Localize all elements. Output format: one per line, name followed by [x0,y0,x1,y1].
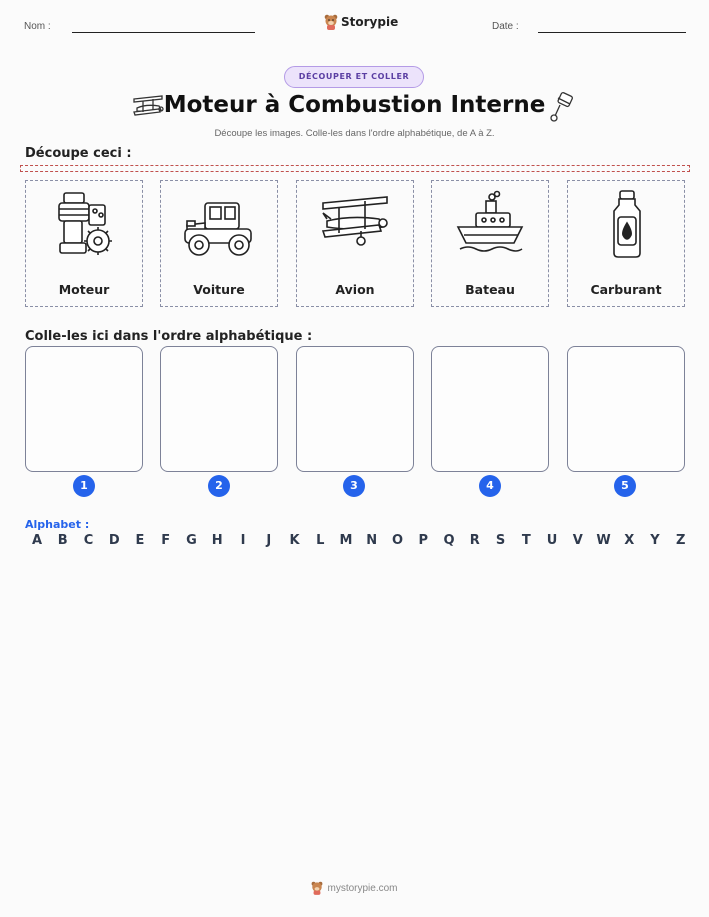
card-label-bateau: Bateau [465,282,515,297]
alphabet-label: Alphabet : [25,518,90,531]
alphabet-letter: X [624,533,635,548]
boat-icon [456,189,526,269]
number-badge-2: 2 [208,475,230,497]
alphabet-letter: G [186,533,197,548]
alphabet-letter: T [521,533,531,548]
alphabet-letter: M [339,533,353,548]
alphabet-letter: U [546,533,558,548]
brand-name: Storypie [341,15,399,29]
number-badge-3: 3 [343,475,365,497]
paste-section-label: Colle-les ici dans l'ordre alphabétique : [25,329,313,344]
fuel-bottle-icon [592,189,662,269]
name-label: Nom : [24,21,51,32]
card-label-moteur: Moteur [58,282,110,297]
cut-section-label: Découpe ceci : [25,146,132,161]
page-title: Moteur à Combustion Interne [163,92,546,118]
alphabet-letter: S [495,533,506,548]
name-line [72,32,255,33]
alphabet-letter: C [83,533,94,548]
alphabet-letter: L [316,533,325,548]
alphabet-letter: Q [443,533,455,548]
cut-card-moteur[interactable] [25,180,143,307]
alphabet-letter: B [57,533,68,548]
date-line [538,32,686,33]
alphabet-letter: I [240,533,246,548]
alphabet-letter: O [391,533,404,548]
car-icon [183,189,255,269]
bear-mascot-icon [311,881,323,895]
alphabet-letter: Y [650,533,660,548]
number-badge-5: 5 [614,475,636,497]
cut-dashed-line [20,165,690,172]
alphabet-letter: P [418,533,429,548]
paste-box-2[interactable] [160,346,278,472]
card-label-avion: Avion [335,282,375,297]
alphabet-letter: Z [676,533,686,548]
number-badge-1: 1 [73,475,95,497]
brand-logo [324,14,398,30]
cut-card-voiture[interactable] [160,180,278,307]
alphabet-letter: N [366,533,378,548]
footer [0,881,709,895]
cut-card-bateau[interactable] [431,180,549,307]
cut-card-avion[interactable] [296,180,414,307]
paste-box-1[interactable] [25,346,143,472]
bear-mascot-icon [324,14,338,30]
alphabet-letter: H [211,533,223,548]
alphabet-letter: A [31,533,43,548]
alphabet-row [29,533,689,548]
footer-url: mystorypie.com [327,882,398,894]
number-badge-4: 4 [479,475,501,497]
alphabet-letter: R [469,533,480,548]
alphabet-letter: D [108,533,120,548]
paste-box-4[interactable] [431,346,549,472]
date-label: Date : [492,21,519,32]
alphabet-letter: J [266,533,272,548]
alphabet-letter: W [596,533,611,548]
card-label-carburant: Carburant [590,282,662,297]
instructions: Découpe les images. Colle-les dans l'ordre alphabétique, de A à Z. [214,128,495,139]
airplane-icon [321,189,391,269]
alphabet-letter: E [135,533,145,548]
card-label-voiture: Voiture [193,282,245,297]
paste-box-5[interactable] [567,346,685,472]
alphabet-letter: F [161,533,171,548]
activity-badge: DÉCOUPER ET COLLER [284,66,424,88]
alphabet-letter: K [289,533,300,548]
engine-icon [50,189,120,269]
piston-icon [548,92,574,122]
paste-box-3[interactable] [296,346,414,472]
alphabet-letter: V [572,533,583,548]
cut-card-carburant[interactable] [567,180,685,307]
